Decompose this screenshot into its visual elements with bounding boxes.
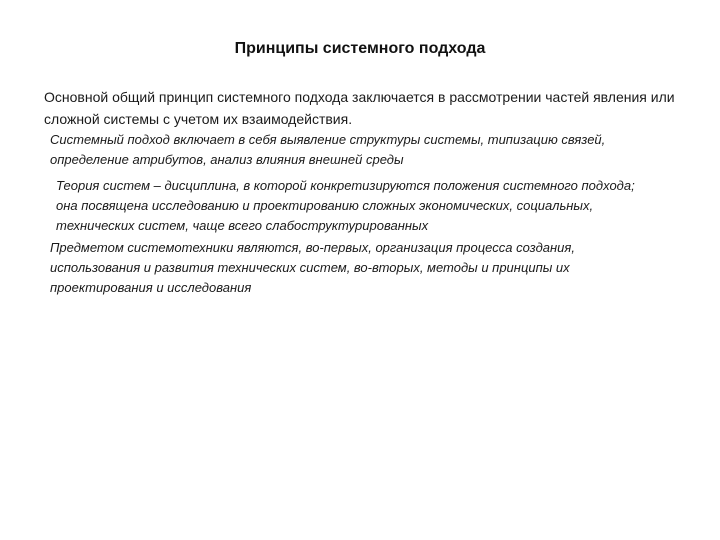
paragraph-systems-approach: Системный подход включает в себя выявление структуры системы, типизацию связей, определение атрибутов, анализ влияния внешней среды — [50, 132, 606, 167]
paragraph-systems-theory: Теория систем – дисциплина, в которой конкретизируются положения системного подхода; она посвящена исследованию и проектированию сложных экономических, социальных, технических систем, чаще всего слабоструктурированных — [56, 178, 635, 233]
paragraph-systems-engineering: Предметом системотехники являются, во-первых, организация процесса создания, использования и развития технических систем, во-вторых, методы и принципы их проектирования и исследования — [50, 240, 575, 295]
main-paragraph: Основной общий принцип системного подхода заключается в рассмотрении частей явления или сложной системы с учетом их взаимодействия. — [44, 89, 675, 127]
page-title: Принципы системного подхода — [234, 40, 486, 57]
